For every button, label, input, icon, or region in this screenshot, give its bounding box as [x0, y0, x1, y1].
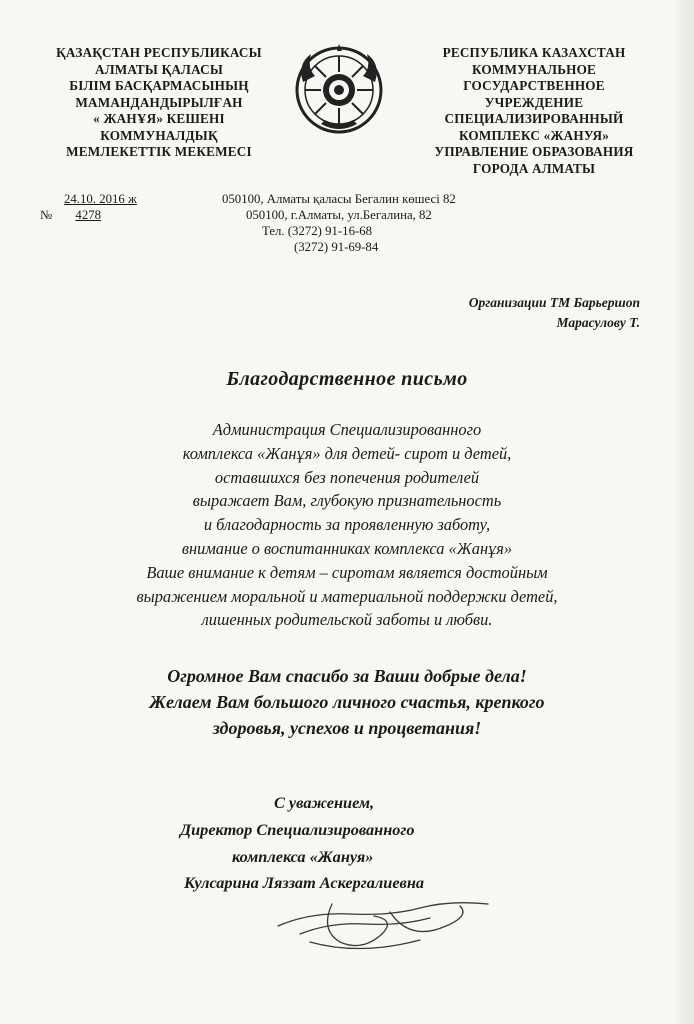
letter-date — [64, 191, 137, 207]
handwritten-signature — [270, 882, 500, 962]
phone-1: Тел. (3272) 91-16-68 — [262, 224, 373, 238]
body-line: внимание о воспитанниках комплекса «Жанұя» — [181, 538, 513, 558]
body-line: комплекса «Жанұя» для детей- сирот и детей, — [182, 443, 512, 463]
scan-edge-shadow — [676, 0, 694, 1024]
letter-title: Благодарственное письмо — [226, 368, 468, 390]
body-line: Ваше внимание к детям – сиротам является достойным — [146, 562, 548, 582]
number-value: 4278 — [75, 208, 102, 222]
recipient-block — [469, 293, 640, 333]
date-value: 24.10. 2016 ж — [64, 192, 137, 206]
body-line: выражением моральной и материальной поддержки детей, — [136, 586, 558, 606]
header-left-kazakh — [28, 45, 290, 161]
header-right-line: ГОРОДА АЛМАТЫ — [472, 160, 596, 176]
header-left-line: « ЖАНҰЯ» КЕШЕНІ — [93, 111, 225, 126]
body-line: оставшихся без попечения родителей — [214, 467, 480, 487]
header-right-line: РЕСПУБЛИКА КАЗАХСТАН — [442, 45, 626, 60]
body-line: лишенных родительской заботы и любви. — [201, 610, 493, 630]
header-right-line: СПЕЦИАЛИЗИРОВАННЫЙ — [444, 111, 624, 126]
number-sign: № — [40, 208, 53, 222]
regards-text: С уважением, — [274, 793, 375, 812]
recipient-person: Марасулову Т. — [556, 315, 640, 330]
header-left-line: АЛМАТЫ ҚАЛАСЫ — [94, 61, 224, 77]
state-emblem-icon — [293, 42, 385, 134]
header-left-line: МЕМЛЕКЕТТІК МЕКЕМЕСІ — [66, 144, 252, 159]
body-line: выражает Вам, глубокую признательность — [192, 491, 502, 511]
signer-position: Директор Специализированного — [180, 820, 415, 839]
letter-number — [40, 207, 115, 223]
header-right-line: УПРАВЛЕНИЕ ОБРАЗОВАНИЯ — [434, 144, 634, 159]
closing-line: здоровья, успехов и процветания! — [212, 718, 482, 738]
header-right-line: КОМПЛЕКС «ЖАНУЯ» — [458, 127, 610, 143]
signer-name: Кулсарина Ляззат Аскергалиевна — [184, 873, 425, 892]
body-line: и благодарность за проявленную заботу, — [203, 515, 491, 535]
phone-2: (3272) 91-69-84 — [294, 240, 379, 254]
letter-body — [20, 418, 674, 632]
address-russian: 050100, г.Алматы, ул.Бегалина, 82 — [246, 208, 432, 222]
closing-line: Желаем Вам большого личного счастья, крепкого — [149, 692, 545, 712]
header-right-russian — [408, 45, 660, 177]
header-right-line: КОММУНАЛЬНОЕ — [471, 61, 597, 77]
header-left-line: ҚАЗАҚСТАН РЕСПУБЛИКАСЫ — [56, 45, 262, 60]
closing-wishes — [20, 663, 674, 741]
closing-line: Огромное Вам спасибо за Ваши добрые дела! — [167, 666, 527, 686]
signer-organization: комплекса «Жануя» — [232, 847, 374, 866]
recipient-organization: Организации ТМ Барьершоп — [468, 295, 640, 310]
header-right-line: ГОСУДАРСТВЕННОЕ — [463, 78, 605, 93]
header-right-line: УЧРЕЖДЕНИЕ — [484, 94, 584, 110]
header-left-line: КОММУНАЛДЫҚ — [100, 127, 218, 143]
body-line: Администрация Специализированного — [212, 420, 482, 439]
address-kazakh: 050100, Алматы қаласы Бегалин көшесі 82 — [222, 192, 456, 206]
header-left-line: БІЛІМ БАСҚАРМАСЫНЫҢ — [69, 78, 249, 93]
header-left-line: МАМАНДАНДЫРЫЛҒАН — [75, 94, 243, 110]
